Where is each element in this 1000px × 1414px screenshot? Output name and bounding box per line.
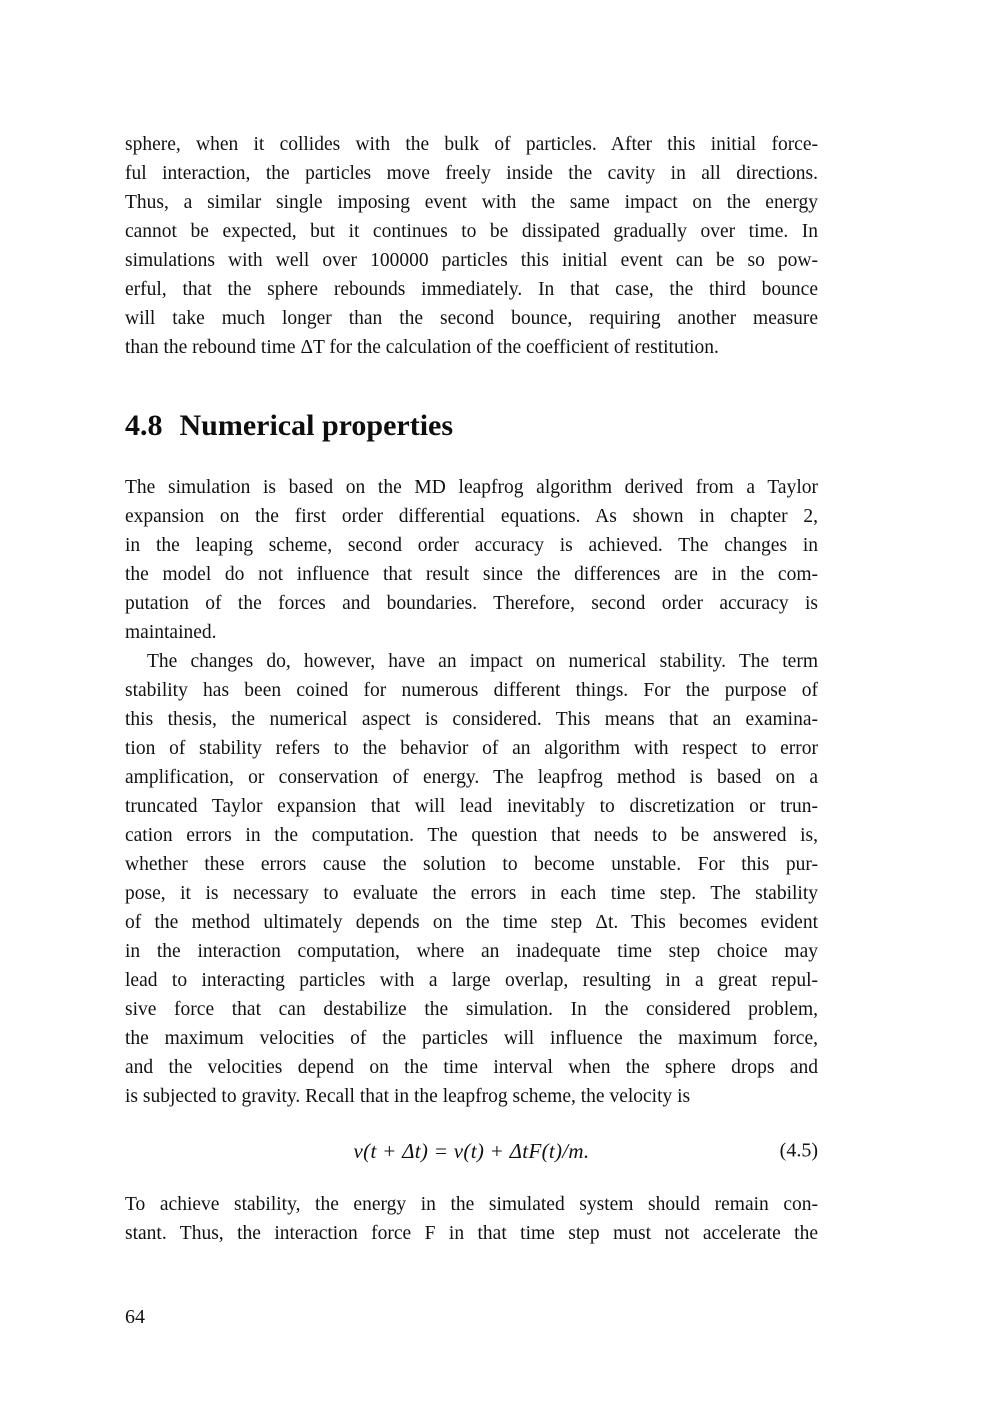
text-line: ful interaction, the particles move freely inside the cavity in all directions.	[125, 163, 818, 184]
paragraph-continuation	[125, 130, 818, 362]
text-line: pose, it is necessary to evaluate the errors in each time step. The stability	[125, 883, 818, 904]
section-number: 4.8	[125, 409, 163, 442]
section-heading	[125, 407, 818, 445]
text-line: stability has been coined for numerous different things. For the purpose of	[125, 680, 818, 701]
text-line: maintained.	[125, 622, 217, 643]
paragraph-stability	[125, 647, 818, 1111]
equation-body: v(t + Δt) = v(t) + ΔtF(t)/m.	[353, 1138, 590, 1163]
paragraph-conclusion	[125, 1190, 818, 1248]
content-column	[125, 130, 818, 1248]
text-line: sphere, when it collides with the bulk of particles. After this initial force-	[125, 134, 818, 155]
text-line: is subjected to gravity. Recall that in the leapfrog scheme, the velocity is	[125, 1086, 691, 1107]
text-line: in the interaction computation, where an inadequate time step choice may	[125, 941, 818, 962]
text-line: than the rebound time ΔT for the calculation of the coefficient of restitution.	[125, 337, 719, 358]
text-line: this thesis, the numerical aspect is considered. This means that an examina-	[125, 709, 818, 730]
text-line: of the method ultimately depends on the time step Δt. This becomes evident	[125, 912, 818, 933]
page-number: 64	[125, 1306, 145, 1328]
text-line: whether these errors cause the solution to become unstable. For this pur-	[125, 854, 818, 875]
text-line: simulations with well over 100000 particles this initial event can be so pow-	[125, 250, 818, 271]
text-line: Thus, a similar single imposing event with the same impact on the energy	[125, 192, 818, 213]
equation-number: (4.5)	[779, 1139, 818, 1162]
text-line: amplification, or conservation of energy. The leapfrog method is based on a	[125, 767, 818, 788]
text-line: The simulation is based on the MD leapfrog algorithm derived from a Taylor	[125, 477, 818, 498]
text-line: truncated Taylor expansion that will lead inevitably to discretization or trun-	[125, 796, 818, 817]
text-line: To achieve stability, the energy in the simulated system should remain con-	[125, 1194, 818, 1215]
text-line: sive force that can destabilize the simulation. In the considered problem,	[125, 999, 818, 1020]
text-line: stant. Thus, the interaction force F in that time step must not accelerate the	[125, 1223, 818, 1244]
text-line: cation errors in the computation. The question that needs to be answered is,	[125, 825, 818, 846]
section-title: Numerical properties	[179, 409, 454, 442]
paragraph-simulation-basis	[125, 473, 818, 647]
text-line: The changes do, however, have an impact on numerical stability. The term	[147, 651, 818, 672]
text-line: and the velocities depend on the time interval when the sphere drops and	[125, 1057, 818, 1078]
text-line: expansion on the first order differential equations. As shown in chapter 2,	[125, 506, 818, 527]
text-line: lead to interacting particles with a large overlap, resulting in a great repul-	[125, 970, 818, 991]
text-line: tion of stability refers to the behavior of an algorithm with respect to error	[125, 738, 818, 759]
text-line: in the leaping scheme, second order accuracy is achieved. The changes in	[125, 535, 818, 556]
text-line: the maximum velocities of the particles will influence the maximum force,	[125, 1028, 818, 1049]
text-line: cannot be expected, but it continues to be dissipated gradually over time. In	[125, 221, 818, 242]
text-line: the model do not influence that result since the differences are in the com-	[125, 564, 818, 585]
text-line: putation of the forces and boundaries. Therefore, second order accuracy is	[125, 593, 818, 614]
text-line: erful, that the sphere rebounds immediately. In that case, the third bounce	[125, 279, 818, 300]
text-line: will take much longer than the second bounce, requiring another measure	[125, 308, 818, 329]
equation	[125, 1128, 818, 1174]
